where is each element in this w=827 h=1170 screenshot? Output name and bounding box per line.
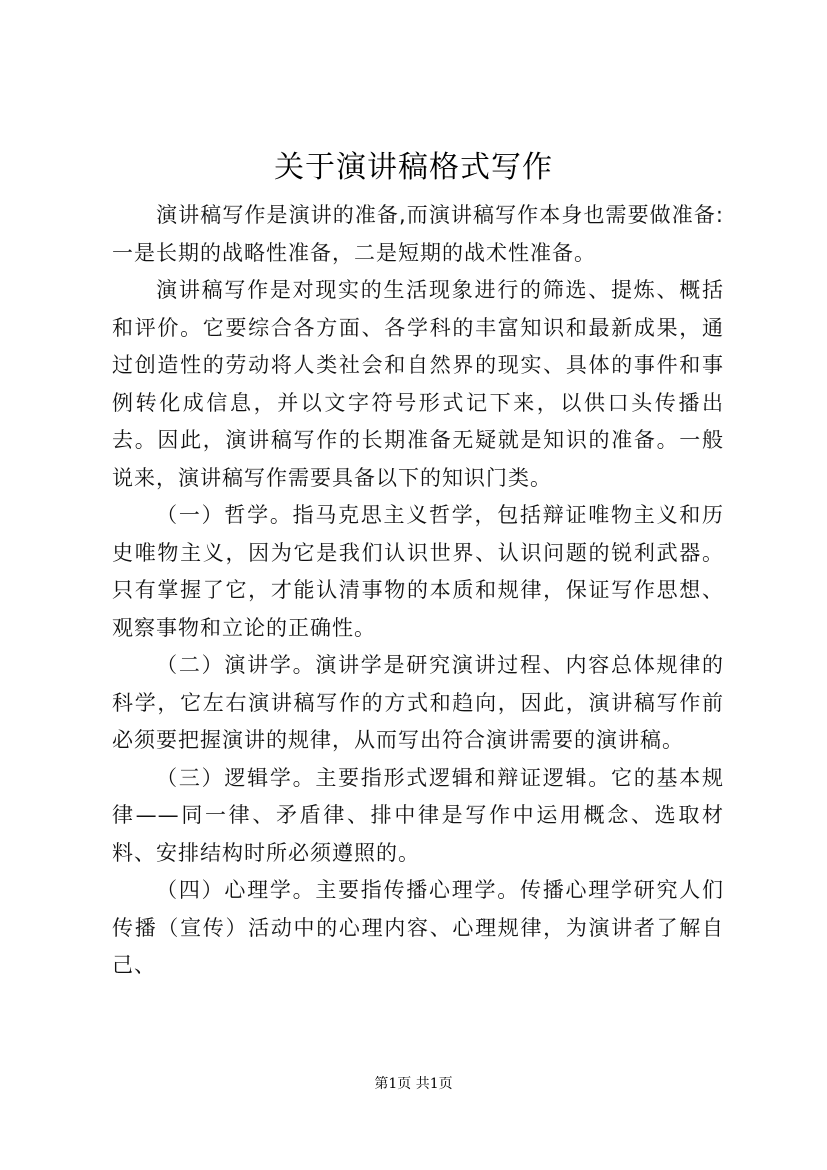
document-title: 关于演讲稿格式写作 bbox=[274, 150, 553, 185]
page-footer: 第1页 共1页 bbox=[374, 1076, 453, 1092]
paragraph-5: （三）逻辑学。主要指形式逻辑和辩证逻辑。它的基本规律——同一律、矛盾律、排中律是写作中运用概念、选取材料、安排结构时所必须遵照的。 bbox=[112, 765, 724, 865]
paragraph-2: 演讲稿写作是对现实的生活现象进行的筛选、提炼、概括和评价。它要综合各方面、各学科的丰富知识和最新成果，通过创造性的劳动将人类社会和自然界的现实、具体的事件和事例转化成信息，并以文字符号形式记下来，以供口头传播出去。因此，演讲稿写作的长期准备无疑就是知识的准备。一般说来，演讲稿写作需要具备以下的知识门类。 bbox=[112, 278, 724, 490]
paragraph-1: 演讲稿写作是演讲的准备,而演讲稿写作本身也需要做准备:一是长期的战略性准备，二是短期的战术性准备。 bbox=[112, 203, 724, 265]
document-body bbox=[112, 197, 724, 985]
paragraph-6: （四）心理学。主要指传播心理学。传播心理学研究人们传播（宣传）活动中的心理内容、心理规律，为演讲者了解自己、 bbox=[112, 878, 724, 977]
paragraph-4: （二）演讲学。演讲学是研究演讲过程、内容总体规律的科学，它左右演讲稿写作的方式和趋向，因此，演讲稿写作前必须要把握演讲的规律，从而写出符合演讲需要的演讲稿。 bbox=[112, 653, 724, 752]
paragraph-3: （一）哲学。指马克思主义哲学，包括辩证唯物主义和历史唯物主义，因为它是我们认识世界、认识问题的锐利武器。只有掌握了它，才能认清事物的本质和规律，保证写作思想、观察事物和立论的正确性。 bbox=[112, 503, 724, 640]
